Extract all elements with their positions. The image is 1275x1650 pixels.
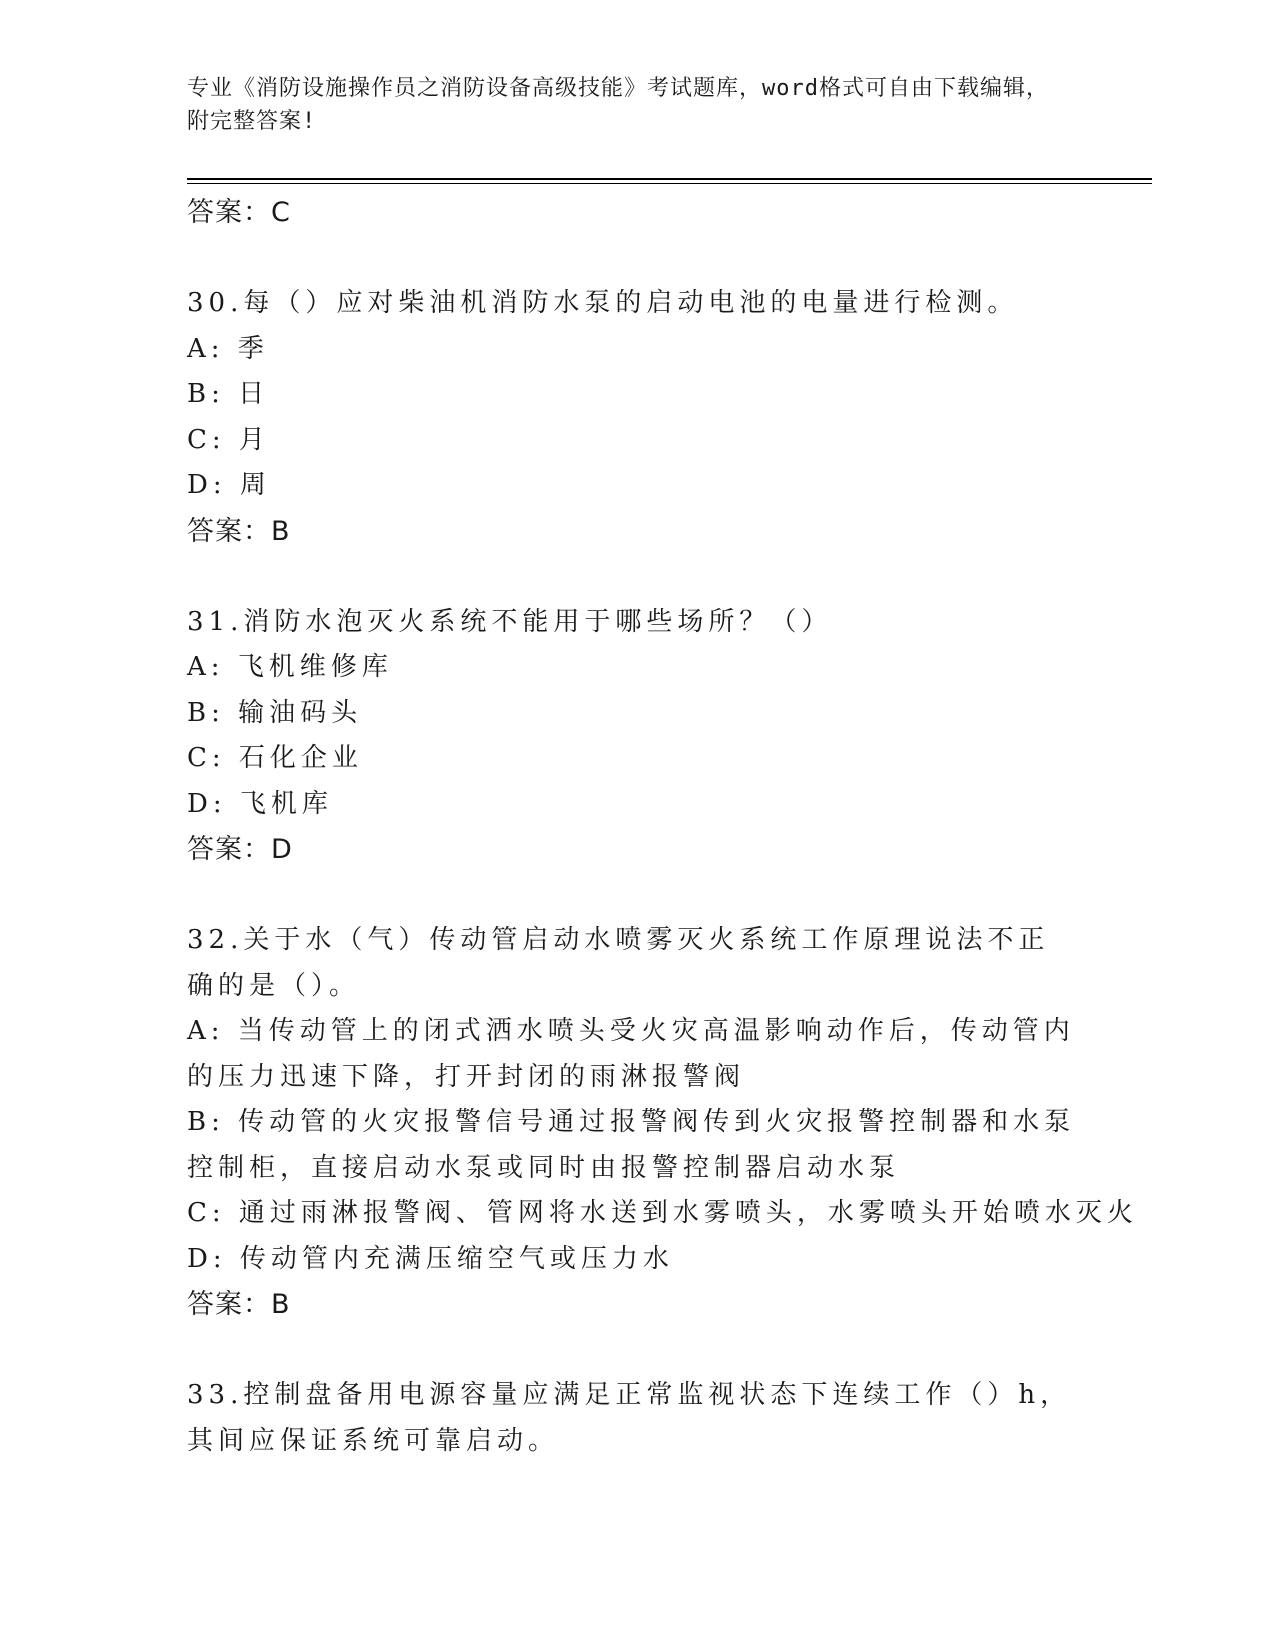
option-d: D: 周: [187, 470, 271, 500]
option-d: D: 传动管内充满压缩空气或压力水: [187, 1243, 674, 1274]
header-rule-thick: [187, 178, 1152, 180]
question-stem: 33.控制盘备用电源容量应满足正常监视状态下连续工作（）h，其间应保证系统可靠启动。: [187, 1380, 1072, 1456]
option-a: A: 季: [187, 333, 269, 364]
option-b: B: 传动管的火灾报警信号通过报警阀传到火灾报警控制器和水泵控制柜，直接启动水泵或同时由报警控制器启动水泵: [187, 1107, 1076, 1183]
option-c: C: 石化企业: [187, 743, 363, 773]
header-rule-thin: [187, 183, 1152, 184]
answer-line: 答案：C: [187, 197, 291, 228]
document-header: 专业《消防设施操作员之消防设备高级技能》考试题库，word格式可自由下载编辑，附完整答案!: [187, 76, 1049, 134]
question-list: [187, 190, 1138, 1464]
option-b: B: 日: [187, 379, 270, 409]
question-stem: 31.消防水泡灭火系统不能用于哪些场所？（）: [187, 606, 833, 637]
answer-line: 答案：B: [187, 1289, 291, 1320]
option-c: C: 月: [187, 424, 270, 455]
answer-line: 答案：B: [187, 515, 291, 547]
option-b: B: 输油码头: [187, 697, 363, 728]
question-stem: 32.关于水（气）传动管启动水喷雾灭火系统工作原理说法不正确的是（）。: [187, 925, 1050, 1001]
option-a: A: 当传动管上的闭式洒水喷头受火灾高温影响动作后，传动管内的压力迅速下降，打开封闭的雨淋报警阀: [187, 1016, 1075, 1092]
question-30: [187, 281, 1077, 554]
option-a: A: 飞机维修库: [187, 652, 393, 682]
answer-line: 答案：D: [187, 834, 293, 865]
question-31: [187, 600, 1077, 873]
question-33: [187, 1373, 1077, 1464]
option-c: C: 通过雨淋报警阀、管网将水送到水雾喷头，水雾喷头开始喷水灭火: [187, 1198, 1138, 1228]
question-stem: 30.每（）应对柴油机消防水泵的启动电池的电量进行检测。: [187, 288, 1019, 318]
option-d: D: 飞机库: [187, 788, 333, 819]
question-32: [187, 918, 1138, 1328]
